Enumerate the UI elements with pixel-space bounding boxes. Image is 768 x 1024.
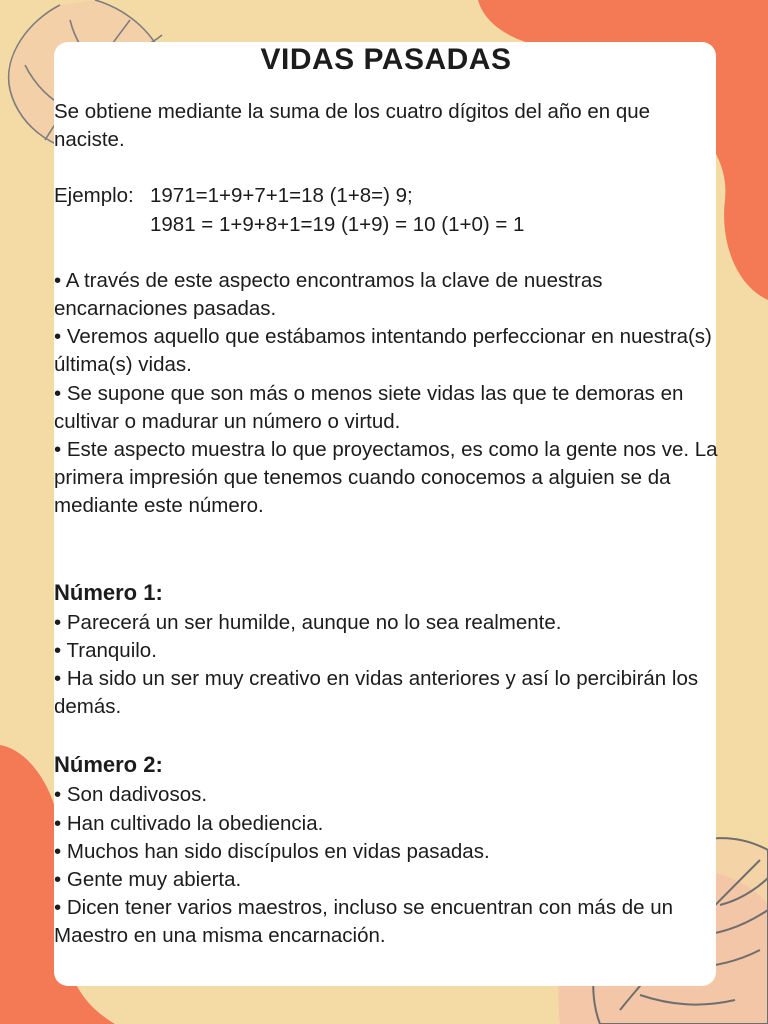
- example-formula-1: 1971=1+9+7+1=18 (1+8=) 9;: [150, 184, 413, 208]
- bullet-item: • Veremos aquello que estábamos intentando perfeccionar en nuestra(s) última(s) vidas.: [54, 325, 712, 377]
- section-heading-numero-2: Número 2:: [54, 752, 163, 778]
- list-item: • Parecerá un ser humilde, aunque no lo sea realmente.: [54, 610, 562, 634]
- example-line-1: [54, 182, 718, 210]
- list-item: • Muchos han sido discípulos en vidas pasadas.: [54, 839, 490, 863]
- page-title: VIDAS PASADAS: [260, 43, 512, 76]
- bullet-item: • Este aspecto muestra lo que proyectamos, es como la gente nos ve. La primera impresión que tenemos cuando conocemos a alguien se da mediante este número.: [54, 438, 718, 518]
- list-item: • Gente muy abierta.: [54, 868, 242, 892]
- list-item: • Han cultivado la obediencia.: [54, 811, 324, 835]
- bullet-item: • A través de este aspecto encontramos la clave de nuestras encarnaciones pasadas.: [54, 268, 603, 321]
- list-item: • Ha sido un ser muy creativo en vidas anteriores y así lo percibirán los demás.: [54, 667, 699, 719]
- list-item: • Tranquilo.: [54, 638, 157, 662]
- list-item: • Dicen tener varios maestros, incluso se encuentran con más de un Maestro en una misma encarnación.: [54, 896, 674, 948]
- list-item: • Son dadivosos.: [54, 783, 208, 807]
- bullet-item: • Se supone que son más o menos siete vidas las que te demoras en cultivar o madurar un número o virtud.: [54, 381, 684, 433]
- section-heading-numero-1: Número 1:: [54, 579, 163, 605]
- example-label: Ejemplo:: [54, 184, 134, 208]
- example-formula-2: 1981 = 1+9+8+1=19 (1+9) = 10 (1+0) = 1: [150, 212, 525, 236]
- intro-paragraph: Se obtiene mediante la suma de los cuatro dígitos del año en que naciste.: [54, 100, 651, 152]
- document-body: [54, 42, 718, 951]
